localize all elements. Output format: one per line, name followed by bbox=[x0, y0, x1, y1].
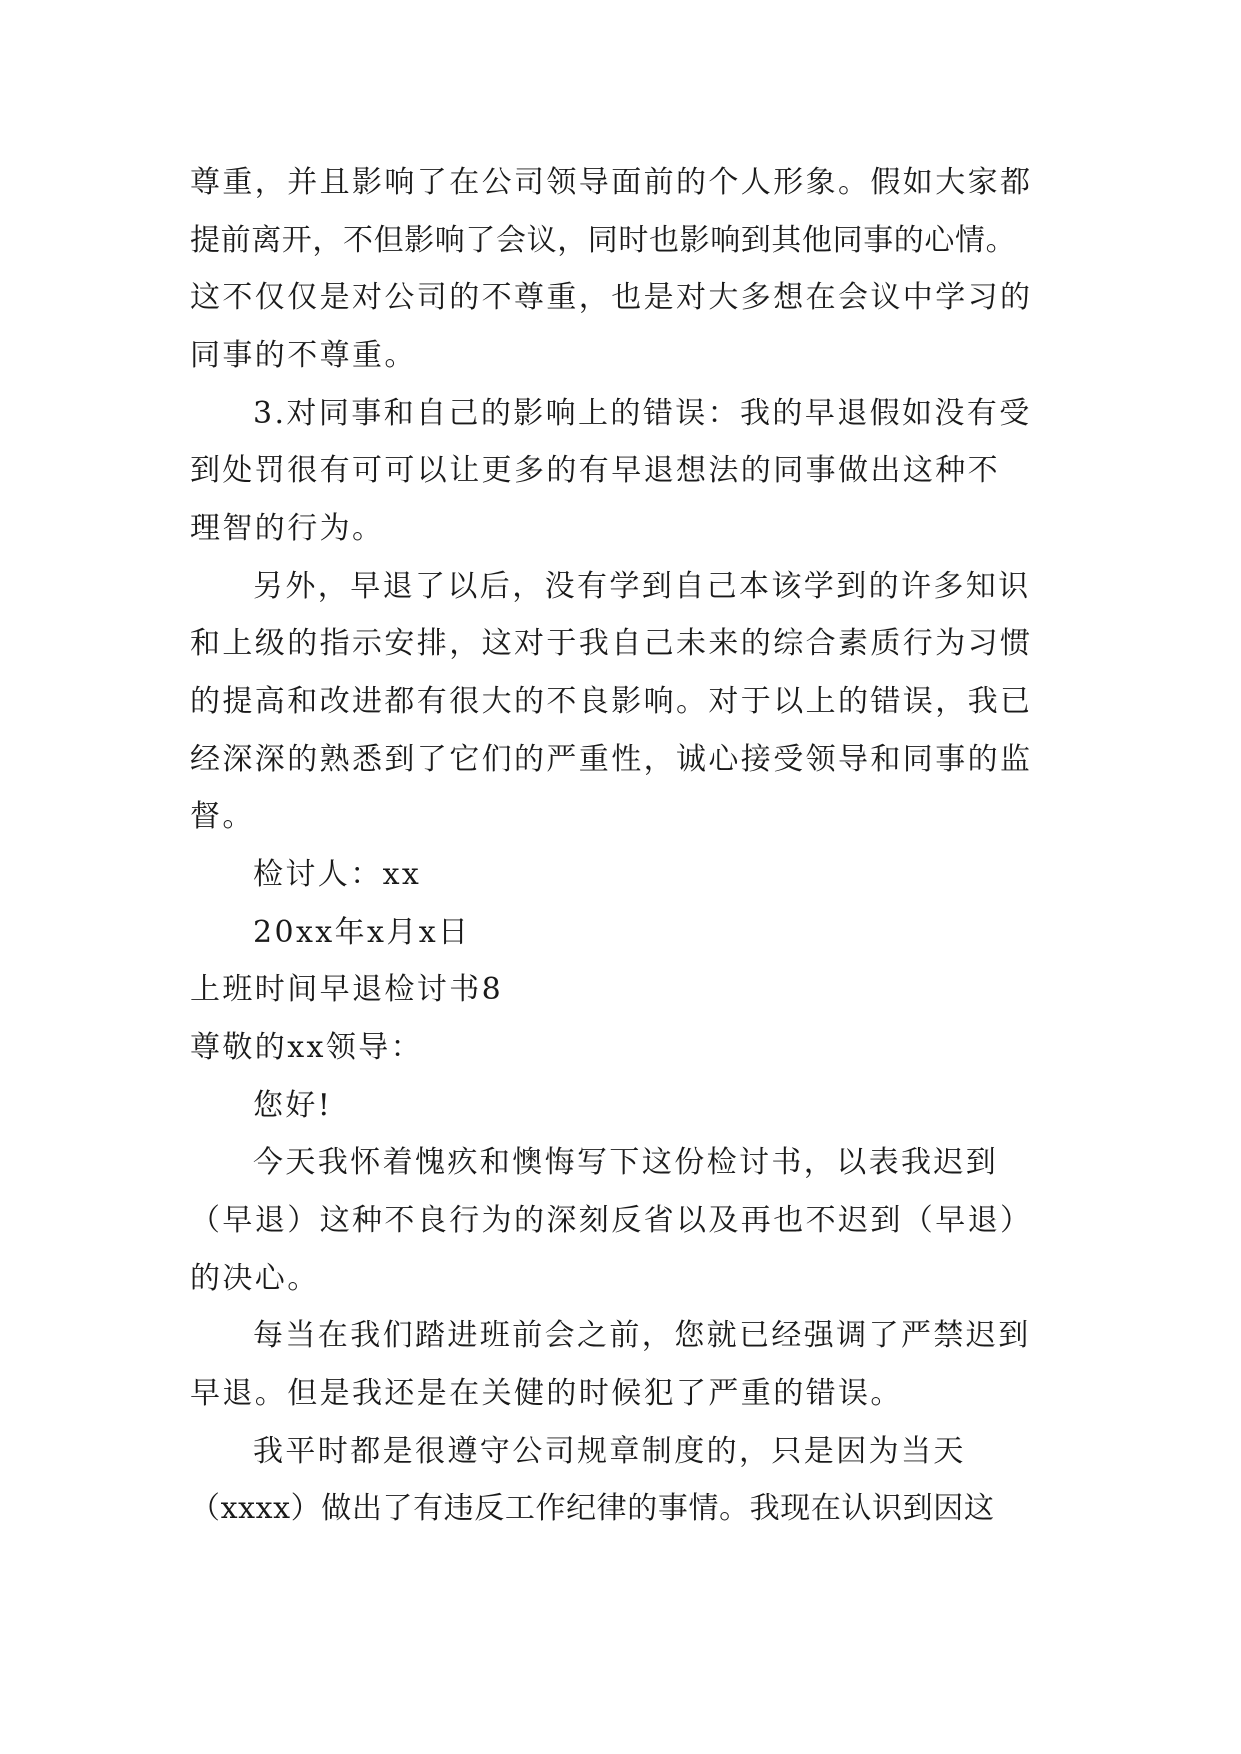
paragraph-line: 理智的行为。 bbox=[190, 511, 385, 546]
paragraph-line: 这不仅仅是对公司的不尊重，也是对大多想在会议中学习的 bbox=[190, 280, 1033, 315]
paragraph-line: （早退）这种不良行为的深刻反省以及再也不迟到（早退） bbox=[190, 1203, 1033, 1238]
paragraph-line: 的决心。 bbox=[190, 1261, 320, 1296]
paragraph-line: 3.对同事和自己的影响上的错误：我的早退假如没有受 bbox=[253, 396, 1032, 431]
signature-line: 检讨人：xx bbox=[253, 857, 422, 892]
paragraph-line: （xxxx）做出了有违反工作纪律的事情。我现在认识到因这 bbox=[190, 1491, 995, 1526]
paragraph-line: 到处罚很有可可以让更多的有早退想法的同事做出这种不 bbox=[190, 453, 1000, 488]
paragraph-line: 提前离开，不但影响了会议，同时也影响到其他同事的心情。 bbox=[190, 223, 1017, 258]
paragraph-line: 另外，早退了以后，没有学到自己本该学到的许多知识 bbox=[253, 569, 1031, 604]
section-title: 上班时间早退检讨书8 bbox=[190, 972, 504, 1007]
paragraph-line: 尊重，并且影响了在公司领导面前的个人形象。假如大家都 bbox=[190, 165, 1033, 200]
date-line: 20xx年x月x日 bbox=[253, 915, 471, 950]
paragraph-line: 经深深的熟悉到了它们的严重性，诚心接受领导和同事的监 bbox=[190, 742, 1033, 777]
paragraph-line: 今天我怀着愧疚和懊悔写下这份检讨书，以表我迟到 bbox=[253, 1145, 999, 1180]
greeting: 您好! bbox=[253, 1088, 333, 1123]
paragraph-line: 我平时都是很遵守公司规章制度的，只是因为当天 bbox=[253, 1434, 966, 1469]
paragraph-line: 同事的不尊重。 bbox=[190, 338, 417, 373]
paragraph-line: 和上级的指示安排，这对于我自己未来的综合素质行为习惯 bbox=[190, 626, 1033, 661]
paragraph-line: 督。 bbox=[190, 799, 255, 834]
paragraph-line: 的提高和改进都有很大的不良影响。对于以上的错误，我已 bbox=[190, 684, 1033, 719]
salutation: 尊敬的xx领导： bbox=[190, 1030, 424, 1065]
paragraph-line: 早退。但是我还是在关健的时候犯了严重的错误。 bbox=[190, 1376, 903, 1411]
paragraph-line: 每当在我们踏进班前会之前，您就已经强调了严禁迟到 bbox=[253, 1318, 1031, 1353]
